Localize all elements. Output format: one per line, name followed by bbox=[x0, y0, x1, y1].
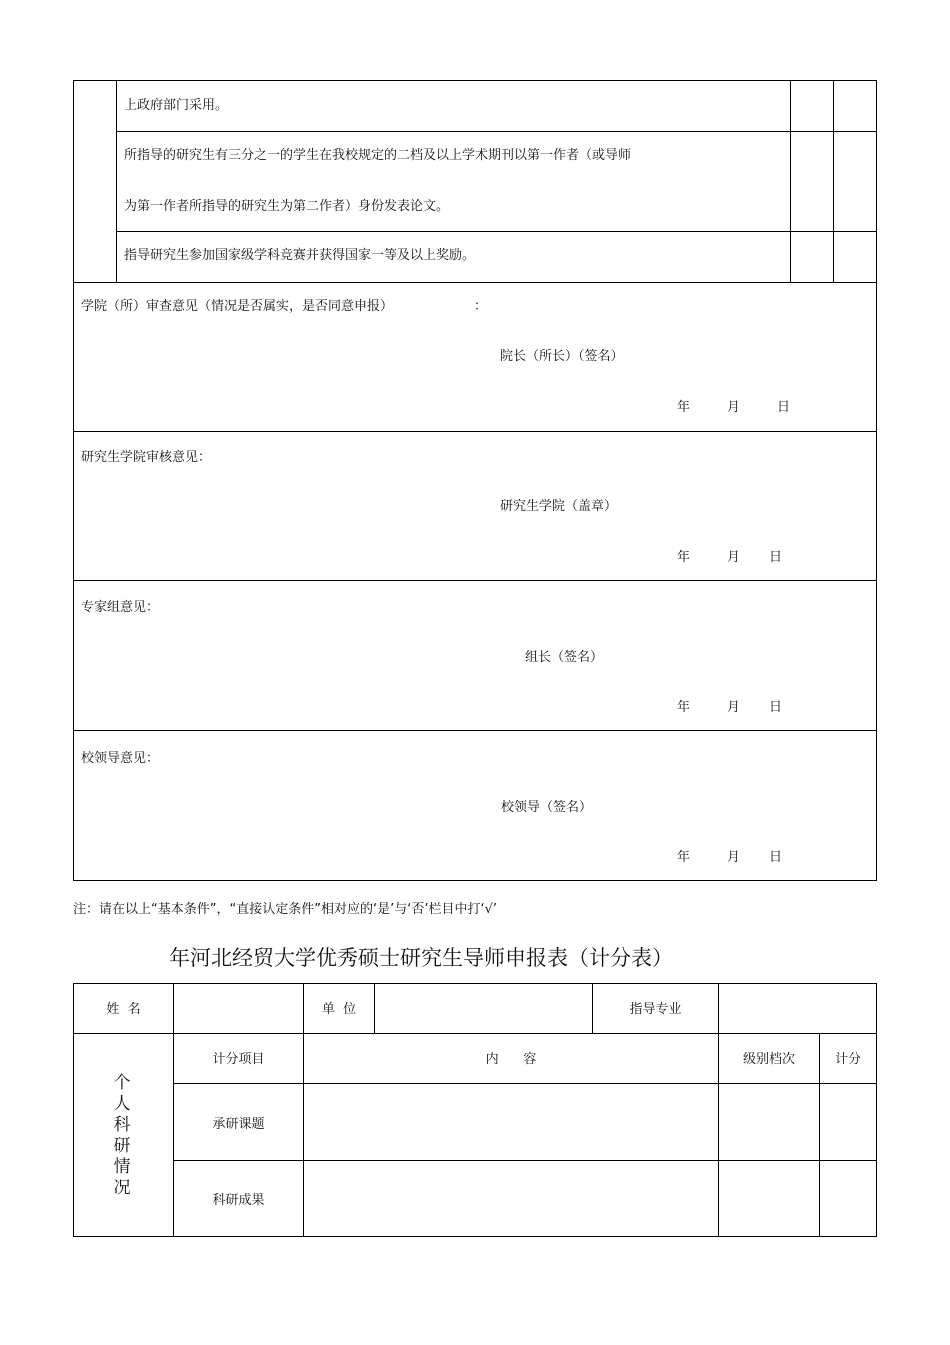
section-label-char: 况 bbox=[113, 1178, 131, 1198]
criteria-row-2-text-line-2: 为第一作者所指导的研究生为第二作者）身份发表论文。 bbox=[124, 199, 450, 214]
research-results-level-cell[interactable] bbox=[719, 1161, 818, 1236]
level-column-header: 级别档次 bbox=[742, 1052, 795, 1067]
date-day: 日 bbox=[769, 550, 783, 565]
criteria-row-3-text: 指导研究生参加国家级学科竞赛并获得国家一等及以上奖励。 bbox=[124, 248, 476, 263]
date-month: 月 bbox=[727, 550, 741, 565]
college-opinion-colon: ： bbox=[474, 299, 488, 314]
college-signer-label: 院长（所长）（签名） bbox=[500, 349, 624, 364]
criteria-row-1-no-cell[interactable] bbox=[834, 81, 876, 131]
criteria-row-divider bbox=[116, 231, 877, 232]
section-label-char: 研 bbox=[113, 1136, 131, 1156]
section-label-char: 科 bbox=[113, 1115, 131, 1135]
date-year: 年 bbox=[677, 550, 691, 565]
item-column-header: 计分项目 bbox=[212, 1052, 265, 1067]
table-row-item: 科研成果 bbox=[212, 1193, 265, 1208]
footnote: 注：请在以上“基本条件”，“直接认定条件”相对应的‘是’与‘否’栏目中打‘√’ bbox=[73, 902, 498, 917]
research-results-content-cell[interactable] bbox=[304, 1161, 717, 1236]
criteria-row-3-yes-cell[interactable] bbox=[791, 232, 832, 282]
date-day: 日 bbox=[769, 700, 783, 715]
table-row-item: 承研课题 bbox=[212, 1117, 265, 1132]
criteria-row-divider bbox=[116, 131, 877, 132]
section-label-char: 情 bbox=[113, 1157, 131, 1177]
section-divider bbox=[73, 580, 877, 581]
section-divider bbox=[73, 730, 877, 731]
research-results-score-cell[interactable] bbox=[820, 1161, 876, 1236]
content-column-header: 内 容 bbox=[485, 1052, 537, 1067]
name-label: 姓 名 bbox=[106, 1002, 141, 1017]
score-table-title: 年河北经贸大学优秀硕士研究生导师申报表（计分表） bbox=[169, 946, 673, 970]
college-opinion-label: 学院（所）审查意见（情况是否属实，是否同意申报） bbox=[81, 299, 394, 314]
criteria-row-1-text: 上政府部门采用。 bbox=[124, 98, 229, 113]
criteria-left-column-line bbox=[116, 80, 117, 282]
unit-input-cell[interactable] bbox=[375, 984, 591, 1032]
criteria-row-2-no-cell[interactable] bbox=[834, 132, 876, 231]
research-projects-level-cell[interactable] bbox=[719, 1084, 818, 1159]
criteria-row-1-yes-cell[interactable] bbox=[791, 81, 832, 131]
date-year: 年 bbox=[677, 700, 691, 715]
criteria-row-3-no-cell[interactable] bbox=[834, 232, 876, 282]
criteria-row-2-text-line-1: 所指导的研究生有三分之一的学生在我校规定的二档及以上学术期刊以第一作者（或导师 bbox=[124, 148, 632, 163]
school-leader-signer-label: 校领导（签名） bbox=[501, 800, 593, 815]
date-month: 月 bbox=[727, 700, 741, 715]
research-projects-score-cell[interactable] bbox=[820, 1084, 876, 1159]
unit-label: 单 位 bbox=[321, 1002, 357, 1017]
major-input-cell[interactable] bbox=[719, 984, 876, 1032]
graduate-school-signer-label: 研究生学院（盖章） bbox=[500, 499, 618, 514]
research-projects-content-cell[interactable] bbox=[304, 1084, 717, 1159]
section-label-char: 人 bbox=[113, 1094, 131, 1114]
school-leader-opinion-label: 校领导意见： bbox=[81, 751, 160, 766]
expert-group-signer-label: 组长（签名） bbox=[525, 650, 604, 665]
date-month: 月 bbox=[727, 400, 741, 415]
expert-group-opinion-label: 专家组意见： bbox=[81, 600, 160, 615]
criteria-section-bottom bbox=[73, 282, 877, 283]
section-divider bbox=[73, 431, 877, 432]
date-day: 日 bbox=[777, 400, 791, 415]
section-label-char: 个 bbox=[113, 1073, 131, 1093]
date-year: 年 bbox=[677, 850, 691, 865]
criteria-row-2-yes-cell[interactable] bbox=[791, 132, 832, 231]
header-row-bottom bbox=[73, 1033, 877, 1034]
date-month: 月 bbox=[727, 850, 741, 865]
date-year: 年 bbox=[677, 400, 691, 415]
score-column-header: 计分 bbox=[834, 1052, 861, 1067]
name-input-cell[interactable] bbox=[174, 984, 302, 1032]
date-day: 日 bbox=[769, 850, 783, 865]
graduate-school-opinion-label: 研究生学院审核意见： bbox=[81, 450, 212, 465]
major-label: 指导专业 bbox=[629, 1002, 682, 1017]
